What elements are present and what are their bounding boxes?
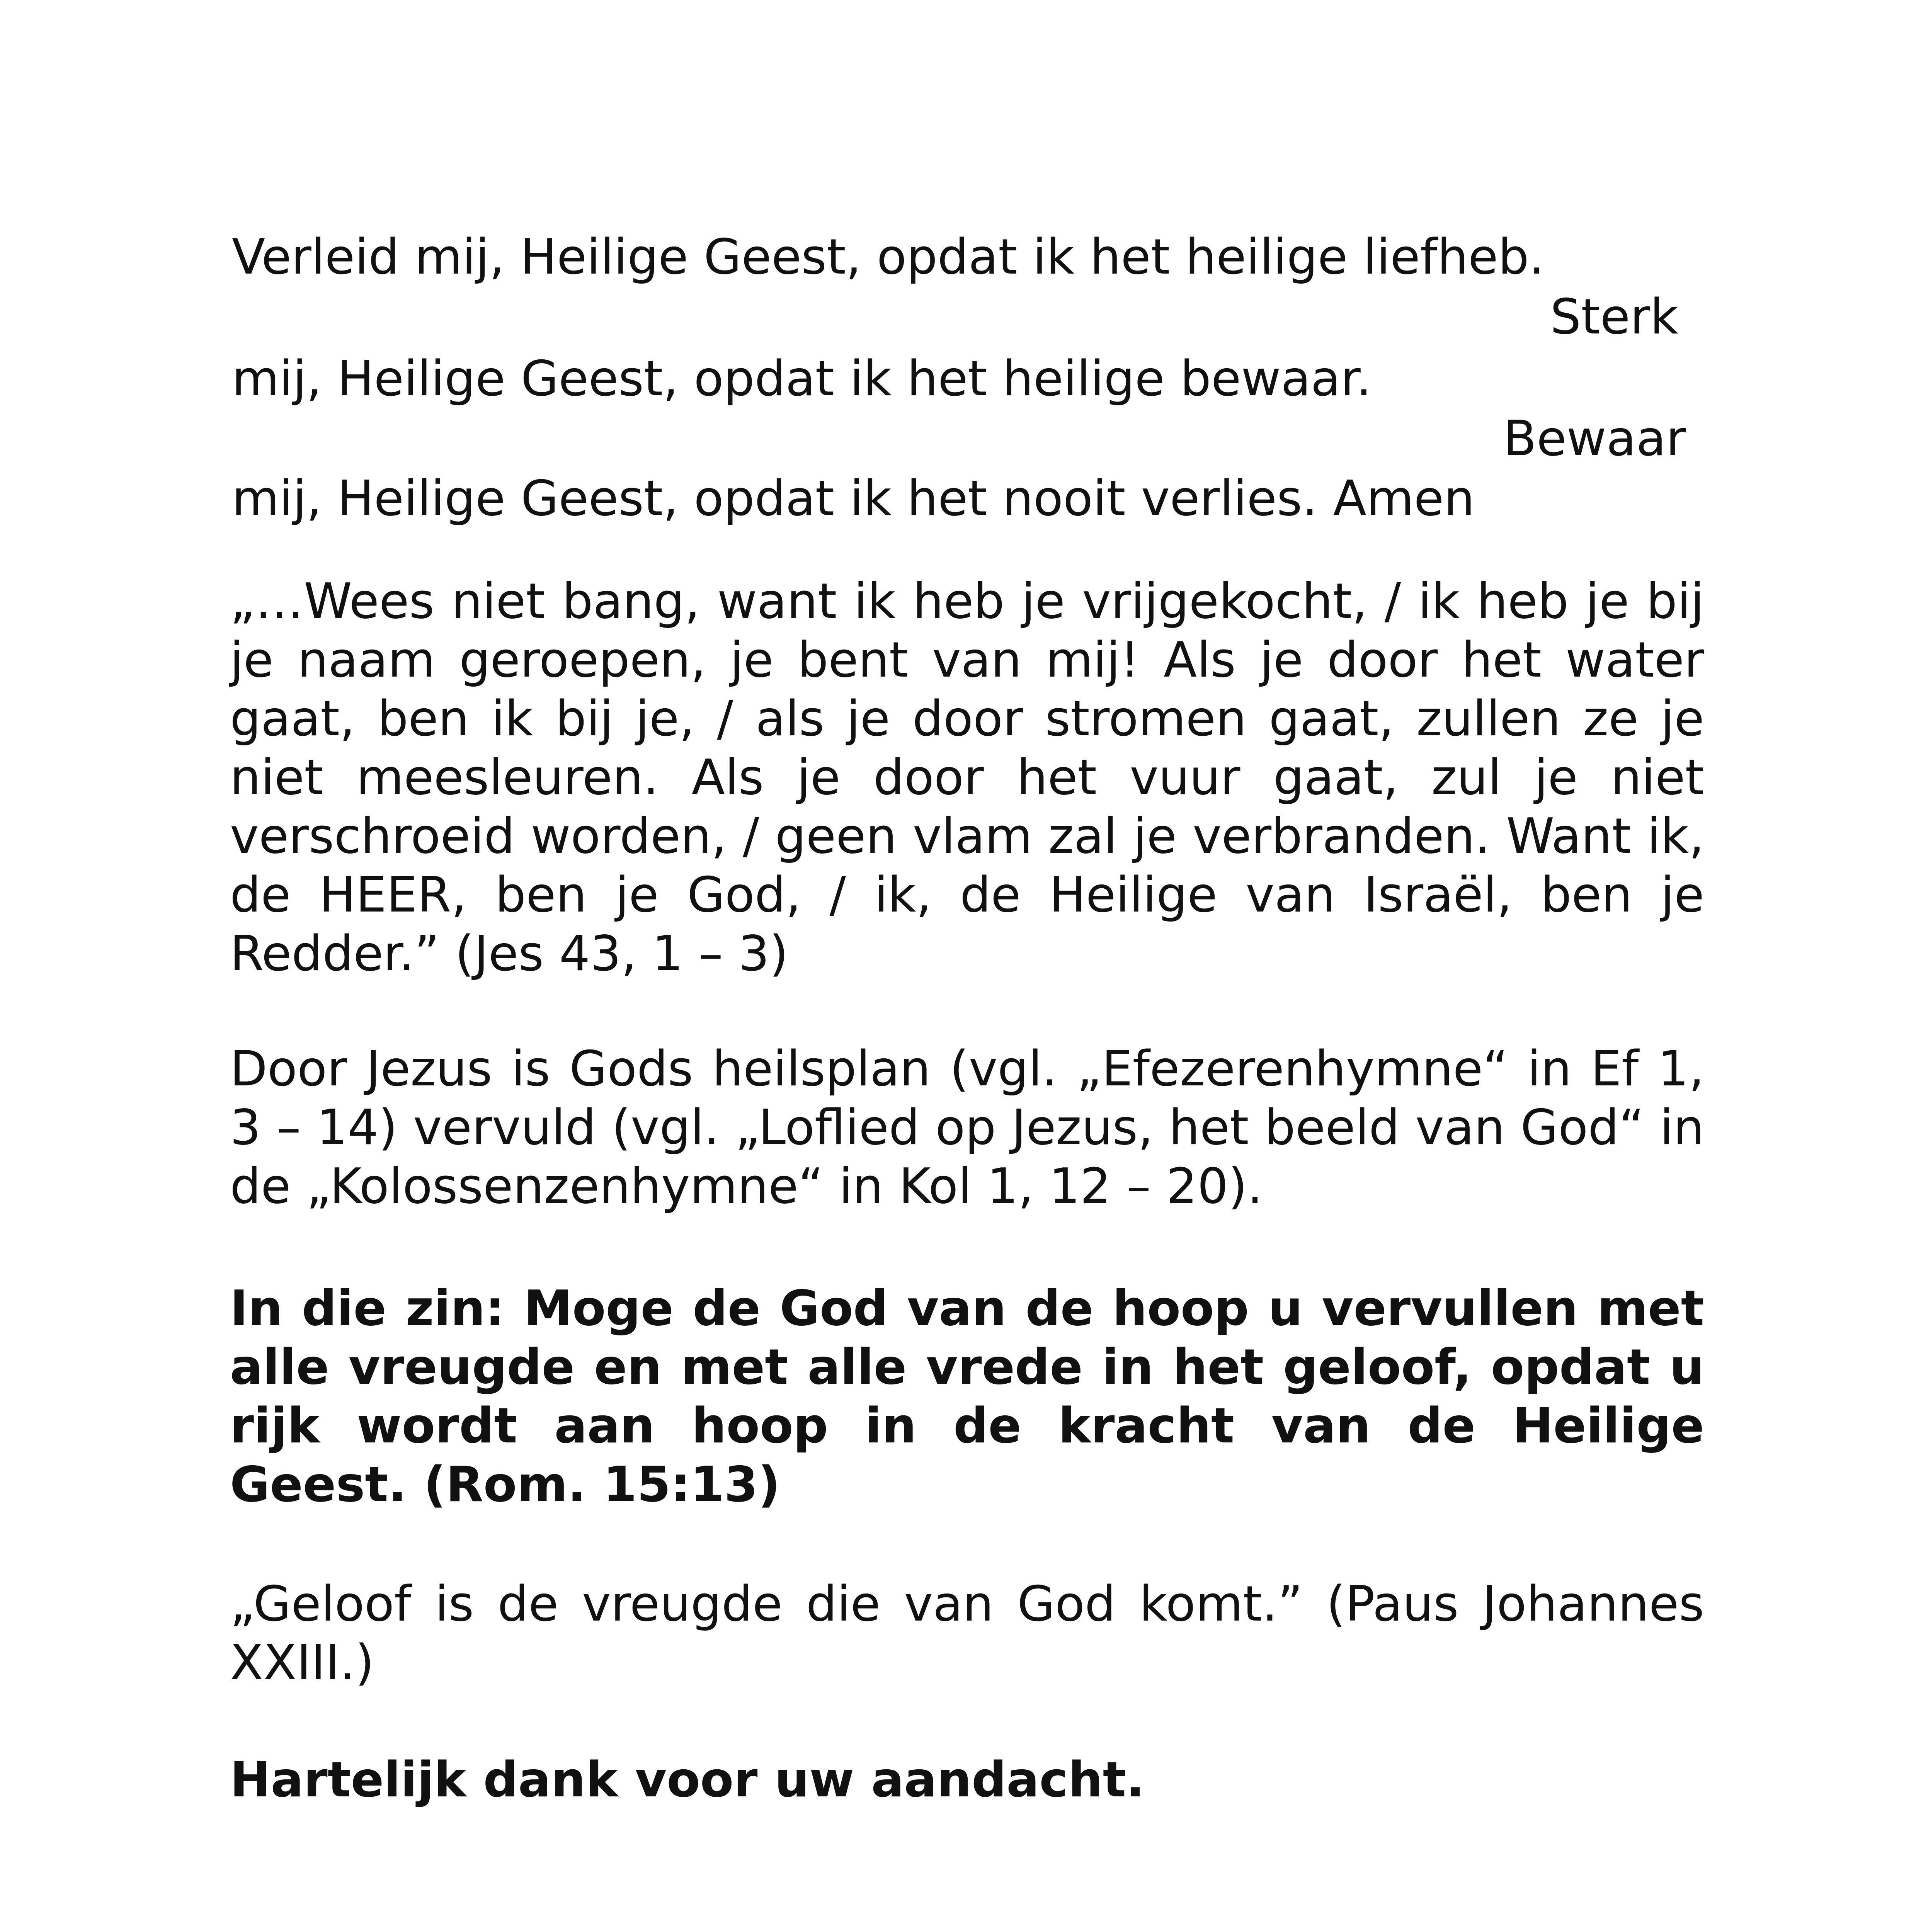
prayer-line-2: Sterk [1550, 288, 1678, 345]
romans-blessing-paragraph: In die zin: Moge de God van de hoop u vervullen met alle vreugde en met alle vrede in het geloof, opdat u rijk wordt aan hoop in de kracht van de Heilige Geest. (Rom. 15:13) [230, 1280, 1704, 1513]
prayer-line-3: mij, Heilige Geest, opdat ik het heilige bewaar. [232, 350, 1372, 407]
pope-quote-paragraph: „Geloof is de vreugde die van God komt.” (Paus Johannes XXIII.) [230, 1575, 1704, 1691]
salvation-plan-paragraph: Door Jezus is Gods heilsplan (vgl. „Efezerenhymne“ in Ef 1, 3 – 14) vervuld (vgl. „Loflied op Jezus, het beeld van God“ in de „Kolossenzenhymne“ in Kol 1, 12 – 20). [230, 1040, 1704, 1214]
isaiah-quote-paragraph: „…Wees niet bang, want ik heb je vrijgekocht, / ik heb je bij je naam geroepen, je bent van mij! Als je door het water gaat, ben ik bij je, / als je door stromen gaat, zullen ze je niet meesleuren. Als je door het vuur gaat, zul je niet verschroeid worden, / geen vlam zal je verbranden. Want ik, de HEER, ben je God, / ik, de Heilige van Israël, ben je Redder.” (Jes 43, 1 – 3) [230, 573, 1704, 982]
prayer-line-5: mij, Heilige Geest, opdat ik het nooit verlies. Amen [232, 470, 1475, 527]
prayer-line-4: Bewaar [1503, 410, 1686, 467]
closing-thanks: Hartelijk dank voor uw aandacht. [230, 1751, 1145, 1808]
prayer-line-1: Verleid mij, Heilige Geest, opdat ik het heilige liefheb. [232, 228, 1545, 285]
